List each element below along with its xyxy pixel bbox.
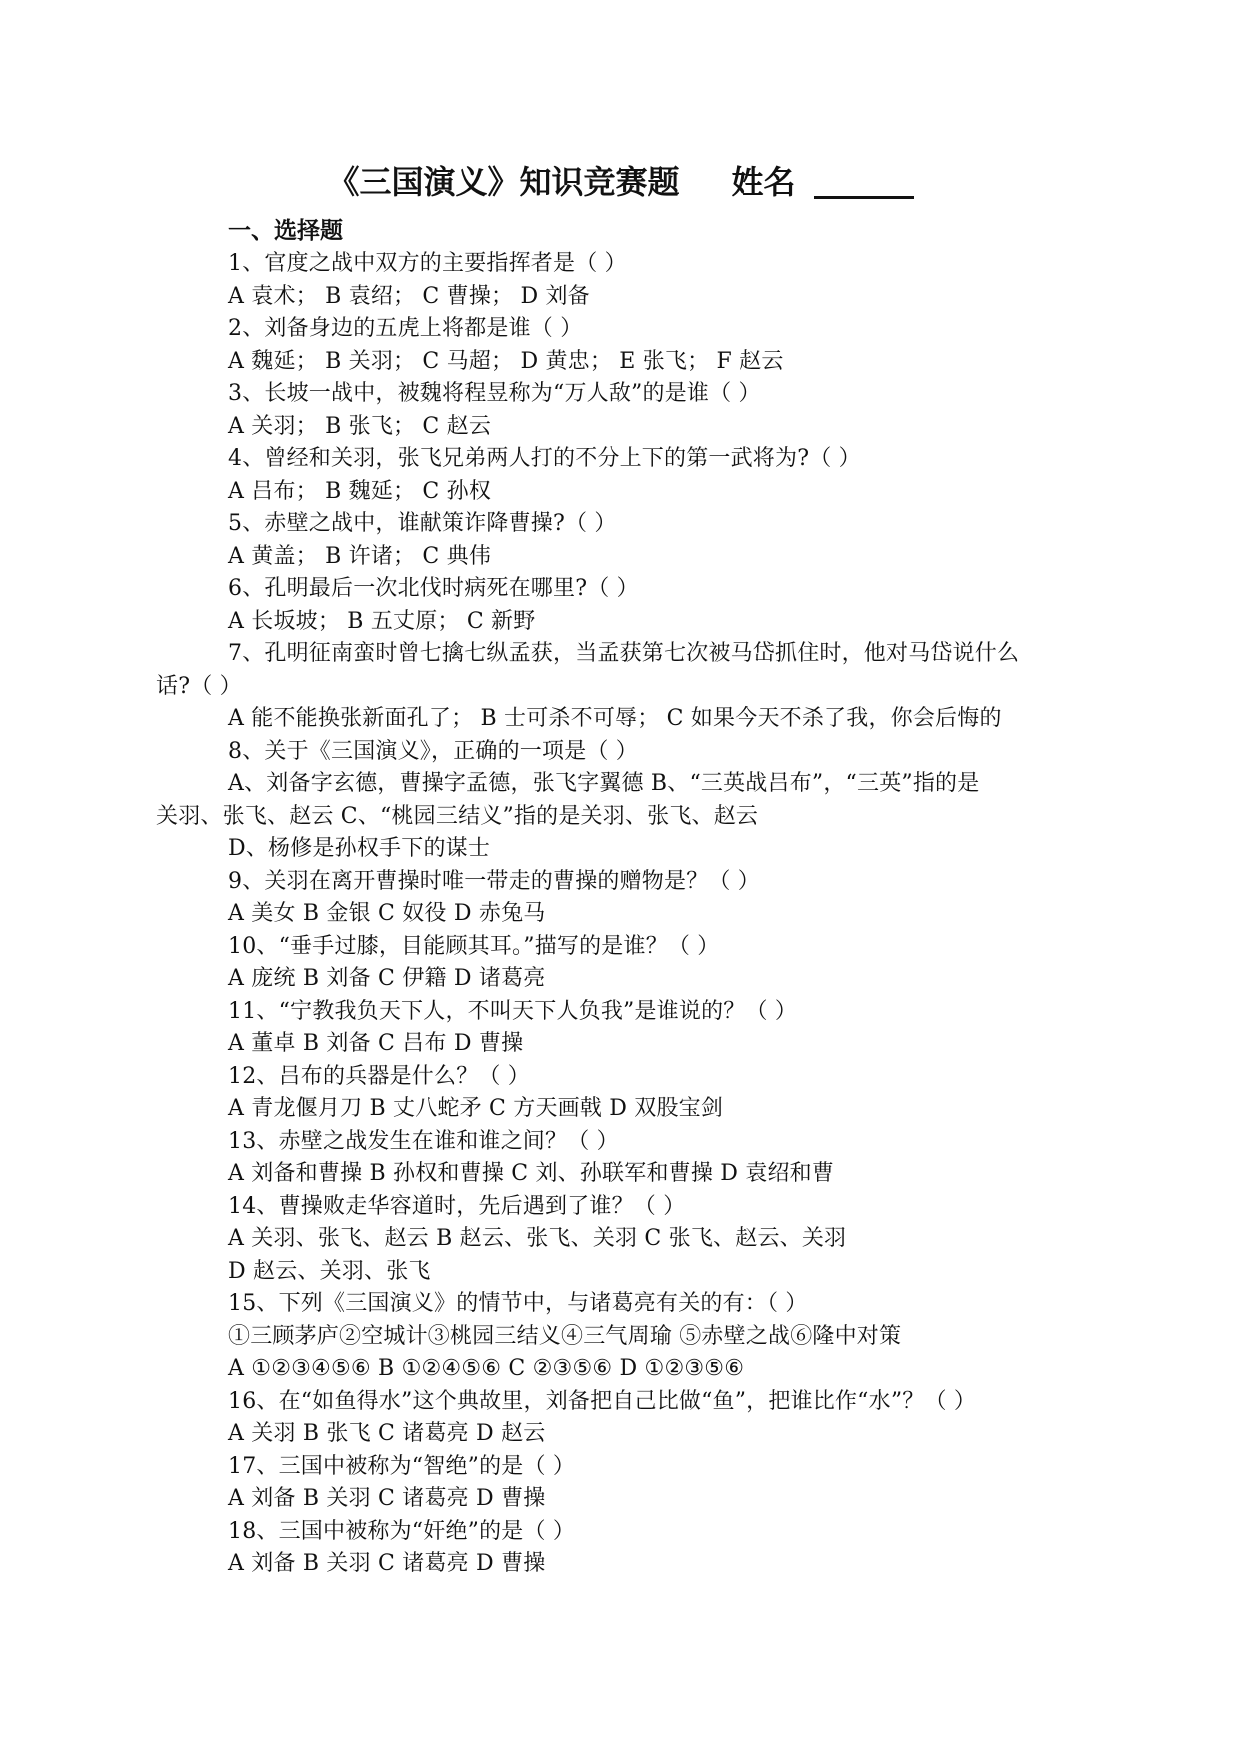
question-line: A 董卓 B 刘备 C 吕布 D 曹操 xyxy=(228,1031,524,1056)
question-line: ①三顾茅庐②空城计③桃园三结义④三气周瑜 ⑤赤壁之战⑥隆中对策 xyxy=(228,1323,902,1349)
name-label: 姓名 xyxy=(731,163,796,201)
question-line: A 刘备 B 关羽 C 诸葛亮 D 曹操 xyxy=(228,1551,546,1576)
question-line: A 庞统 B 刘备 C 伊籍 D 诸葛亮 xyxy=(228,966,546,991)
question-line: 6、孔明最后一次北伐时病死在哪里?（ ） xyxy=(228,576,639,601)
title-text: 《三国演义》知识竞赛题 xyxy=(327,163,680,201)
question-line: A 袁术； B 袁绍； C 曹操； D 刘备 xyxy=(228,283,590,309)
question-line: A 能不能换张新面孔了； B 士可杀不可辱； C 如果今天不杀了我，你会后悔的 xyxy=(228,706,1002,731)
question-line: 18、三国中被称为“奸绝”的是（ ） xyxy=(228,1518,576,1544)
question-line: 10、“垂手过膝，目能顾其耳。”描写的是谁？（ ） xyxy=(228,933,720,959)
question-line: D 赵云、关羽、张飞 xyxy=(228,1258,431,1284)
question-line: 9、关羽在离开曹操时唯一带走的曹操的赠物是？（ ） xyxy=(228,868,760,894)
question-line: 5、赤壁之战中，谁献策诈降曹操?（ ） xyxy=(228,511,617,536)
question-line: A 黄盖； B 许诸； C 典伟 xyxy=(228,543,492,569)
question-line: 4、曾经和关羽，张飞兄弟两人打的不分上下的第一武将为?（ ） xyxy=(228,446,861,471)
question-line: A 关羽； B 张飞； C 赵云 xyxy=(228,413,492,439)
question-line: A 美女 B 金银 C 奴役 D 赤兔马 xyxy=(228,901,546,926)
page-title xyxy=(0,160,1241,204)
question-line: A、刘备字玄德，曹操字孟德，张飞字翼德 B、“三英战吕布”，“三英”指的是 xyxy=(228,771,980,796)
question-line: 11、“宁教我负天下人，不叫天下人负我”是谁说的？（ ） xyxy=(228,998,798,1024)
question-line: A 青龙偃月刀 B 丈八蛇矛 C 方天画戟 D 双股宝剑 xyxy=(228,1096,724,1121)
question-line: A 关羽 B 张飞 C 诸葛亮 D 赵云 xyxy=(228,1421,546,1446)
question-line: 1、官度之战中双方的主要指挥者是（ ） xyxy=(228,251,627,276)
question-line: 7、孔明征南蛮时曾七擒七纵孟获，当孟获第七次被马岱抓住时，他对马岱说什么 xyxy=(228,641,1020,666)
question-line: A 刘备 B 关羽 C 诸葛亮 D 曹操 xyxy=(228,1486,546,1511)
question-line: 关羽、张飞、赵云 C、“桃园三结义”指的是关羽、张飞、赵云 xyxy=(156,803,759,829)
question-line: 16、在“如鱼得水”这个典故里，刘备把自己比做“鱼”，把谁比作“水”？（ ） xyxy=(228,1388,977,1414)
question-line: A 魏延； B 关羽； C 马超； D 黄忠； E 张飞； F 赵云 xyxy=(228,348,784,374)
question-line: A 刘备和曹操 B 孙权和曹操 C 刘、孙联军和曹操 D 袁绍和曹 xyxy=(228,1161,835,1186)
name-blank-line xyxy=(814,164,914,199)
question-line: A 关羽、张飞、赵云 B 赵云、张飞、关羽 C 张飞、赵云、关羽 xyxy=(228,1226,847,1251)
question-list xyxy=(156,248,1166,1581)
question-line: 3、长坡一战中，被魏将程昱称为“万人敌”的是谁（ ） xyxy=(228,381,761,406)
question-line: 13、赤壁之战发生在谁和谁之间？（ ） xyxy=(228,1128,619,1154)
question-line: 2、刘备身边的五虎上将都是谁（ ） xyxy=(228,316,583,341)
question-line: A 长坂坡； B 五丈原； C 新野 xyxy=(228,608,536,634)
question-line: D、杨修是孙权手下的谋士 xyxy=(228,836,491,861)
section-heading: 一、选择题 xyxy=(228,217,343,244)
question-line: A ①②③④⑤⑥ B ①②④⑤⑥ C ②③⑤⑥ D ①②③⑤⑥ xyxy=(228,1356,745,1381)
question-line: 14、曹操败走华容道时，先后遇到了谁？（ ） xyxy=(228,1193,686,1219)
question-line: 话?（ ） xyxy=(156,673,242,699)
question-line: 17、三国中被称为“智绝”的是（ ） xyxy=(228,1453,576,1479)
question-line: 8、关于《三国演义》，正确的一项是（ ） xyxy=(228,738,638,764)
question-line: A 吕布； B 魏延； C 孙权 xyxy=(228,478,492,504)
question-line: 15、下列《三国演义》的情节中，与诸葛亮有关的有：（ ） xyxy=(228,1291,808,1316)
question-line: 12、吕布的兵器是什么？（ ） xyxy=(228,1063,530,1089)
